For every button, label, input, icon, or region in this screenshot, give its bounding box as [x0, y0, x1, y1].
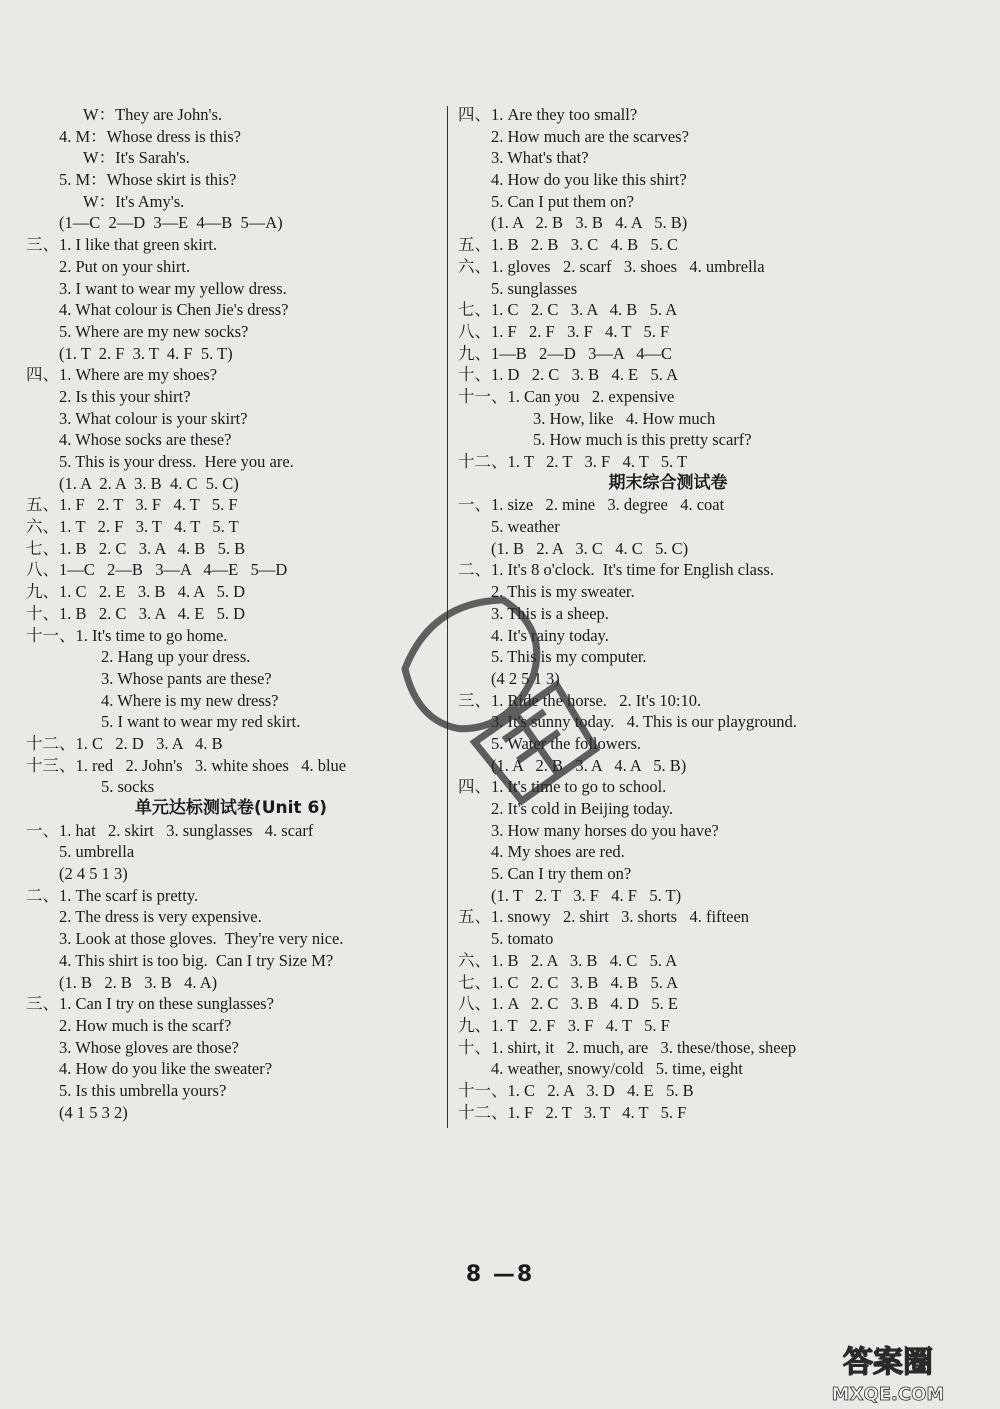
answer-line: 5. This is your dress. Here you are.	[59, 452, 294, 471]
answer-line: 七、1. C 2. C 3. A 4. B 5. A	[458, 300, 678, 320]
answer-line: 九、1. T 2. F 3. F 4. T 5. F	[458, 1015, 670, 1035]
answer-line: 3. Look at those gloves. They're very nice.	[59, 929, 344, 949]
answer-line: 3. It's sunny today. 4. This is our playground.	[491, 712, 797, 732]
answer-line: 五、1. snowy 2. shirt 3. shorts 4. fifteen	[458, 907, 750, 927]
answer-line: (2 4 5 1 3)	[59, 864, 128, 884]
answer-line: 二、1. The scarf is pretty.	[26, 885, 199, 905]
answer-line: 4. M：Whose dress is this?	[59, 126, 241, 146]
page-number: 8 —8	[465, 1262, 535, 1287]
answer-line: 六、1. T 2. F 3. T 4. T 5. T	[26, 517, 239, 537]
answer-line: 十二、1. T 2. T 3. F 4. T 5. T	[458, 452, 688, 471]
answer-line: (1. B 2. A 3. C 4. C 5. C)	[491, 538, 689, 558]
answer-line: 十一、1. It's time to go home.	[26, 625, 228, 645]
answer-line: 5. This is my computer.	[491, 647, 647, 667]
answer-line: 五、1. B 2. B 3. C 4. B 5. C	[458, 235, 679, 255]
answer-line: W：It's Amy's.	[83, 191, 185, 211]
answer-line: 4. What colour is Chen Jie's dress?	[59, 300, 289, 320]
answer-line: 5. sunglasses	[491, 278, 578, 298]
answer-line: 5. Where are my new socks?	[59, 321, 249, 341]
answer-line: 四、1. Are they too small?	[458, 105, 638, 124]
answer-line: 2. How much is the scarf?	[59, 1015, 232, 1035]
answer-line: 十一、1. C 2. A 3. D 4. E 5. B	[458, 1080, 694, 1100]
answer-line: 5. Can I try them on?	[491, 864, 632, 884]
answer-line: 5. weather	[491, 517, 560, 537]
answer-line: 4. This shirt is too big. Can I try Size M?	[59, 950, 334, 970]
answer-line: 5. socks	[101, 777, 155, 797]
left-answer-column	[26, 104, 436, 1123]
answer-line: (1. T 2. T 3. F 4. F 5. T)	[491, 885, 682, 905]
answer-line: 六、1. B 2. A 3. B 4. C 5. A	[458, 950, 678, 970]
answer-line: 3. What colour is your skirt?	[59, 408, 248, 428]
answer-line: 十一、1. Can you 2. expensive	[458, 386, 675, 406]
answer-line: 2. This is my sweater.	[491, 582, 635, 602]
answer-line: (1. A 2. A 3. B 4. C 5. C)	[59, 473, 239, 493]
answer-line: W：They are John's.	[83, 105, 223, 124]
answer-line: 4. My shoes are red.	[491, 842, 625, 862]
answer-line: 六、1. gloves 2. scarf 3. shoes 4. umbrella	[458, 256, 765, 276]
answer-line: 5. How much is this pretty scarf?	[533, 430, 752, 450]
answer-line: 三、1. Ride the horse. 2. It's 10:10.	[458, 690, 702, 710]
answer-line: 四、1. Where are my shoes?	[26, 365, 218, 385]
answer-line: 3. What's that?	[491, 148, 589, 168]
answer-line: 3. Whose gloves are those?	[59, 1037, 239, 1057]
answer-line: (1—C 2—D 3—E 4—B 5—A)	[59, 213, 283, 233]
answer-line: 二、1. It's 8 o'clock. It's time for English class.	[458, 560, 774, 580]
answer-line: (4 1 5 3 2)	[59, 1102, 128, 1122]
answer-line: (1. A 2. B 3. A 4. A 5. B)	[491, 755, 687, 775]
answer-line: 4. Where is my new dress?	[101, 690, 279, 710]
answer-line: 2. Put on your shirt.	[59, 256, 191, 276]
answer-line: 九、1. C 2. E 3. B 4. A 5. D	[26, 582, 246, 602]
answer-line: 3. How, like 4. How much	[533, 408, 716, 428]
answer-line: 2. How much are the scarves?	[491, 126, 689, 146]
answer-line: 三、1. I like that green skirt.	[26, 235, 218, 255]
answer-line: 5. tomato	[491, 929, 554, 949]
answer-line: 十二、1. C 2. D 3. A 4. B	[26, 733, 223, 753]
answer-line: 七、1. C 2. C 3. B 4. B 5. A	[458, 972, 679, 992]
answer-line: 5. Water the followers.	[491, 733, 642, 753]
svg-text:MXQE.COM: MXQE.COM	[831, 1384, 945, 1405]
answer-line: (1. A 2. B 3. B 4. A 5. B)	[491, 213, 688, 233]
answer-line: 3. I want to wear my yellow dress.	[59, 278, 287, 298]
answer-line: 4. It's rainy today.	[491, 625, 609, 645]
answer-line: 5. M：Whose skirt is this?	[59, 170, 237, 190]
answer-line: 2. Is this your shirt?	[59, 386, 191, 406]
answer-line: 八、1. A 2. C 3. B 4. D 5. E	[458, 994, 679, 1014]
section-heading: 单元达标测试卷(Unit 6)	[134, 798, 328, 818]
answer-line: 4. How do you like the sweater?	[59, 1059, 273, 1079]
answer-line: 4. How do you like this shirt?	[491, 170, 687, 190]
answer-line: 四、1. It's time to go to school.	[458, 777, 667, 797]
ink-stamp-overlay	[380, 560, 620, 840]
answer-line: 十、1. B 2. C 3. A 4. E 5. D	[26, 603, 246, 623]
svg-text:答案圈: 答案圈	[843, 1345, 933, 1380]
site-watermark-logo	[788, 1338, 988, 1408]
answer-line: 3. How many horses do you have?	[491, 820, 719, 840]
answer-line: 一、1. hat 2. skirt 3. sunglasses 4. scarf	[26, 820, 314, 840]
answer-line: 3. This is a sheep.	[491, 603, 609, 623]
answer-line: 八、1—C 2—B 3—A 4—E 5—D	[26, 560, 288, 580]
answer-line: 三、1. Can I try on these sunglasses?	[26, 994, 274, 1014]
answer-line: 2. The dress is very expensive.	[59, 907, 262, 927]
answer-line: 2. It's cold in Beijing today.	[491, 799, 674, 818]
answer-line: 十二、1. F 2. T 3. T 4. T 5. F	[458, 1102, 687, 1122]
answer-line: 5. I want to wear my red skirt.	[101, 712, 301, 732]
answer-line: W：It's Sarah's.	[83, 148, 190, 168]
answer-line: 十、1. shirt, it 2. much, are 3. these/those, sheep	[458, 1037, 797, 1057]
answer-line: 5. umbrella	[59, 842, 135, 862]
answer-line: 4. weather, snowy/cold 5. time, eight	[491, 1059, 743, 1079]
answer-line: (1. T 2. F 3. T 4. F 5. T)	[59, 343, 233, 363]
section-heading: 期末综合测试卷	[608, 472, 728, 493]
answer-line: 五、1. F 2. T 3. F 4. T 5. F	[26, 495, 238, 515]
answer-line: (4 2 5 1 3)	[491, 668, 560, 688]
answer-line: 2. Hang up your dress.	[101, 647, 251, 667]
answer-line: 5. Is this umbrella yours?	[59, 1080, 227, 1100]
answer-line: 十三、1. red 2. John's 3. white shoes 4. blue	[26, 755, 347, 775]
answer-line: 九、1—B 2—D 3—A 4—C	[458, 343, 673, 363]
answer-line: (1. B 2. B 3. B 4. A)	[59, 972, 218, 992]
answer-line: 4. Whose socks are these?	[59, 430, 232, 450]
answer-line: 3. Whose pants are these?	[101, 668, 272, 688]
answer-line: 十、1. D 2. C 3. B 4. E 5. A	[458, 365, 679, 385]
answer-line: 5. Can I put them on?	[491, 191, 634, 211]
answer-line: 七、1. B 2. C 3. A 4. B 5. B	[26, 538, 246, 558]
answer-line: 一、1. size 2. mine 3. degree 4. coat	[458, 495, 725, 515]
answer-line: 八、1. F 2. F 3. F 4. T 5. F	[458, 321, 670, 341]
